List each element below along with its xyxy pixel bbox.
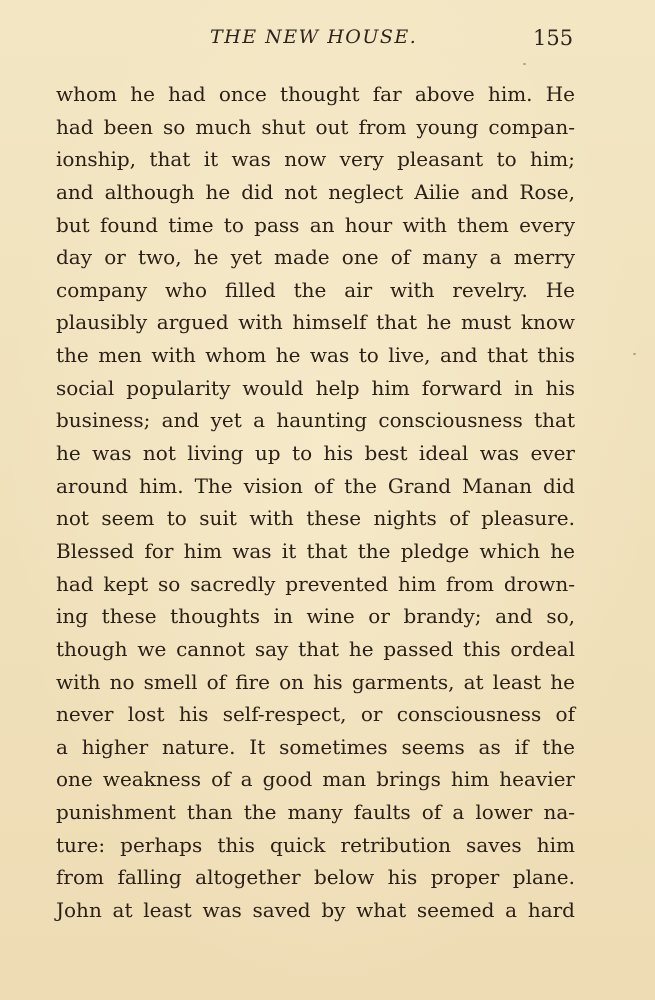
text-line: a higher nature. It sometimes seems as if the [56,734,575,759]
text-line: though we cannot say that he passed this ordeal [56,636,575,661]
text-line: Blessed for him was it that the pledge which he [56,538,575,563]
text-line: ture: perhaps this quick retribution saves him [56,832,575,857]
text-line: whom he had once thought far above him. He [56,82,575,106]
text-line: around him. The vision of the Grand Manan did [56,473,575,498]
text-line: day or two, he yet made one of many a merry [56,245,575,270]
running-title: THE NEW HOUSE. [210,26,418,48]
text-line: had been so much shut out from young compan- [56,114,575,139]
text-line: business; and yet a haunting consciousness that [56,408,575,433]
text-line: punishment than the many faults of a lower na- [56,800,575,825]
running-head [0,26,655,54]
text-line: not seem to suit with these nights of pleasure. [56,506,575,531]
text-line: John at least was saved by what seemed a hard [56,898,575,923]
text-line: ionship, that it was now very pleasant to him; [56,147,575,172]
page-number: 155 [533,26,574,50]
text-line: and although he did not neglect Ailie and Rose, [56,179,575,204]
body-text [56,78,575,927]
paper-speck [633,353,636,355]
text-line: social popularity would help him forward in his [56,375,575,400]
text-line: plausibly argued with himself that he must know [56,310,575,335]
text-line: company who filled the air with revelry. He [56,277,575,302]
text-line: the men with whom he was to live, and that this [56,343,575,368]
text-line: with no smell of fire on his garments, at least he [56,669,575,694]
paper-speck [523,63,526,65]
text-line: had kept so sacredly prevented him from drown- [56,571,575,596]
text-line: he was not living up to his best ideal was ever [56,441,575,466]
text-line: one weakness of a good man brings him heavier [56,767,575,792]
text-line: from falling altogether below his proper plane. [56,865,575,890]
text-line: never lost his self-respect, or consciousness of [56,702,575,727]
text-line: but found time to pass an hour with them every [56,212,575,237]
text-line: ing these thoughts in wine or brandy; and so, [56,604,575,629]
